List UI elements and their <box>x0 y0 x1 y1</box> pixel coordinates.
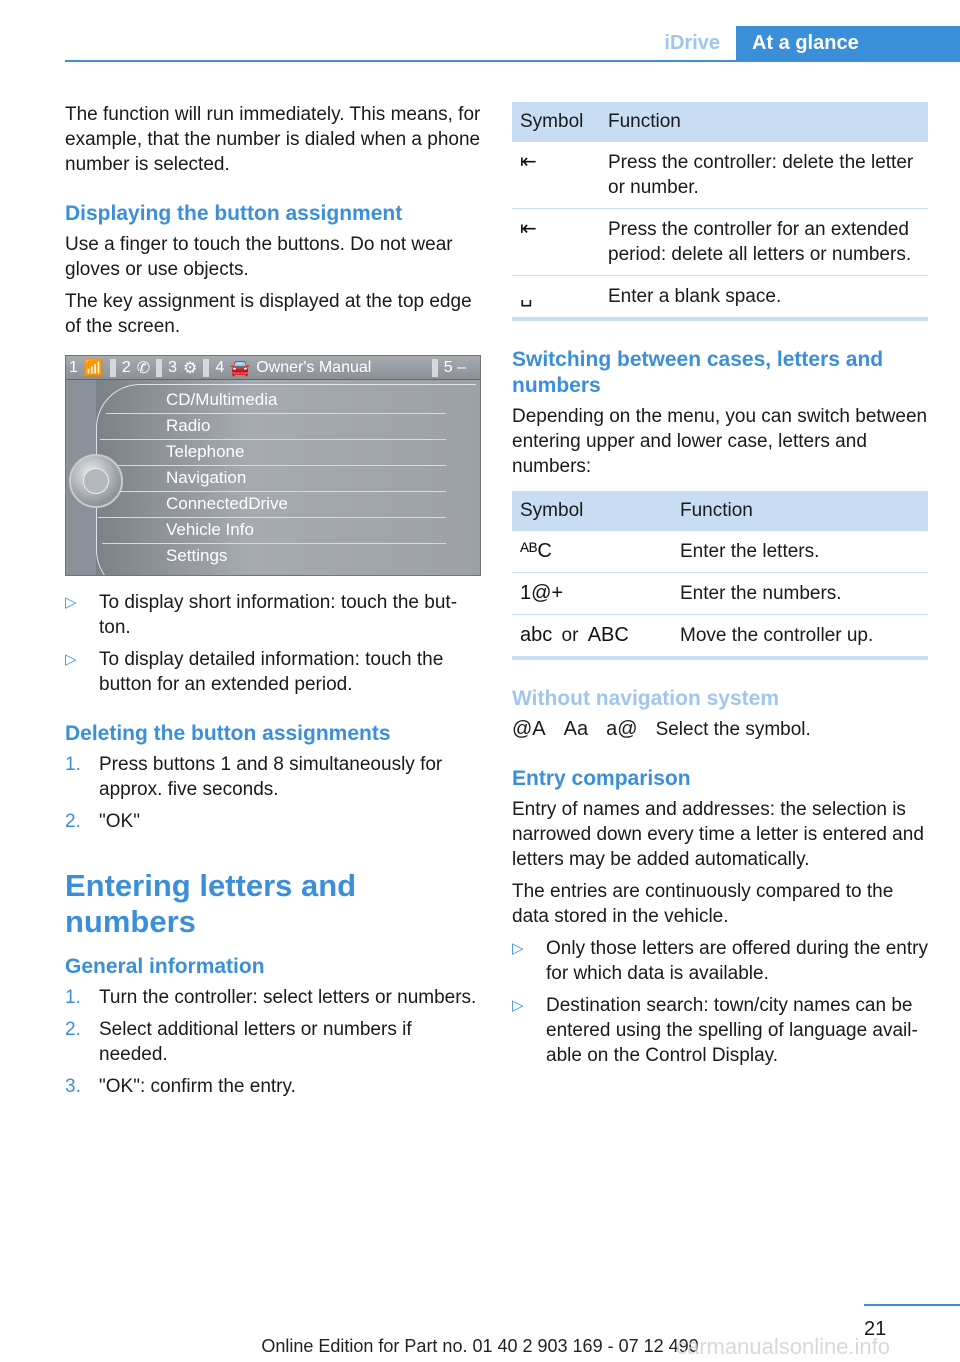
list-item: 3. "OK": confirm the entry. <box>65 1076 296 1097</box>
heading-deleting: Deleting the button assignments <box>65 722 391 745</box>
table-header-function: Function <box>600 102 928 142</box>
list-item: ▷ Only those letters are offered during the entry for which data is available. <box>512 938 928 984</box>
list-item: ▷ To display short information: touch the button. <box>65 592 458 638</box>
entry-comparison-paragraph-1: Entry of names and addresses: the selection is narrowed down every time a letter is entered and letters may be added automatically. <box>512 799 924 870</box>
table-row: ⇤ Press the controller for an extended period: delete all letters or numbers. <box>512 209 928 276</box>
heading-displaying: Displaying the button assignment <box>65 202 403 225</box>
table-row: abc or ABC Move the controller up. <box>512 615 928 659</box>
table-row: ␣ Enter a blank space. <box>512 276 928 320</box>
lowercase-icon: abc <box>520 624 553 646</box>
watermark: carmanualsonline.info <box>676 1334 891 1359</box>
entry-comparison-bullets <box>512 936 928 1068</box>
menu-item-settings: Settings <box>166 546 228 565</box>
screen-key-5: 5 – <box>443 358 466 376</box>
screen-key-3: 3 <box>168 358 178 376</box>
triangle-bullet-icon: ▷ <box>512 940 524 957</box>
list-item: 2. Select additional letters or numbers if needed. <box>65 1019 412 1065</box>
case-toggle-icon: Aa <box>563 718 589 740</box>
intro-paragraph: The function will run immediately. This means, for example, that the number is dialed when a phone number is selected. <box>65 104 481 175</box>
menu-item-radio: Radio <box>166 416 211 435</box>
header-section-label: iDrive <box>664 32 720 54</box>
space-bar-icon: ␣ <box>520 285 533 307</box>
footer-rule <box>864 1304 960 1306</box>
delete-arrow-icon: ⇤ <box>520 151 537 173</box>
heading-entering: Entering letters and numbers <box>65 868 357 939</box>
display-bullet-list <box>65 590 481 697</box>
header-rule <box>65 60 960 62</box>
select-symbol-text: Select the symbol. <box>655 719 811 740</box>
triangle-bullet-icon: ▷ <box>512 997 524 1014</box>
entry-comparison-paragraph-2: The entries are continuously compared to the data stored in the vehicle. <box>512 881 894 927</box>
list-item: 1. Turn the controller: select letters or numbers. <box>65 987 477 1008</box>
controller-knob-icon <box>69 454 123 508</box>
menu-item-navigation: Navigation <box>166 468 247 487</box>
table-header-symbol: Symbol <box>512 102 600 142</box>
car-icon: 🚘 <box>230 359 251 377</box>
delete-arrow-icon: ⇤ <box>520 218 537 240</box>
table-row: ⇤ Press the controller: delete the letter or number. <box>512 142 928 209</box>
heading-entry-comparison: Entry comparison <box>512 767 691 790</box>
heading-without-navigation: Without navigation system <box>512 687 780 710</box>
switching-paragraph: Depending on the menu, you can switch between entering upper and lower case, letters and numbers: <box>512 406 928 477</box>
letters-at-icon: a@ <box>606 718 638 740</box>
symbol-selection-row <box>512 717 928 742</box>
phone-icon: ✆ <box>136 359 151 377</box>
heading-switching: Switching between cases, letters and numbers <box>512 348 884 397</box>
table-row: ᴬᴮC Enter the letters. <box>512 531 928 573</box>
table-row: 1@+ Enter the numbers. <box>512 573 928 615</box>
deleting-steps <box>65 752 481 834</box>
list-item: ▷ To display detailed information: touch the button for an extended period. <box>65 649 444 695</box>
table-header-function: Function <box>672 491 928 531</box>
screen-menu-area <box>96 380 480 575</box>
heading-general-information: General information <box>65 955 265 978</box>
uppercase-icon: ABC <box>587 624 629 646</box>
triangle-bullet-icon: ▷ <box>65 594 77 611</box>
list-item: 2. "OK" <box>65 811 140 832</box>
screen-key-1: 1 <box>69 358 78 376</box>
antenna-icon: 📶 <box>83 359 104 377</box>
table-header-symbol: Symbol <box>512 491 672 531</box>
gear-icon: ⚙ <box>183 359 198 377</box>
letters-mode-icon: ᴬᴮC <box>520 540 552 562</box>
delete-symbol-table <box>512 102 928 321</box>
page-number: 21 <box>864 1318 887 1340</box>
right-column <box>512 102 928 1075</box>
displaying-paragraph-1: Use a finger to touch the buttons. Do not wear gloves or use objects. <box>65 234 453 280</box>
menu-item-telephone: Telephone <box>166 442 245 461</box>
list-item: ▷ Destination search: town/city names can be entered using the spelling of language available on the Control Display. <box>512 995 918 1066</box>
menu-item-cd-multimedia: CD/Multimedia <box>166 390 278 409</box>
screen-key-2: 2 <box>121 358 131 376</box>
edition-footer: Online Edition for Part no. 01 40 2 903 169 - 07 12 490 <box>261 1336 699 1356</box>
list-item: 1. Press buttons 1 and 8 simultaneously for approx. five seconds. <box>65 754 443 800</box>
left-column <box>65 102 481 1106</box>
menu-item-connecteddrive: ConnectedDrive <box>166 494 288 513</box>
displaying-paragraph-2: The key assignment is displayed at the top edge of the screen. <box>65 291 472 337</box>
screen-button-bar <box>66 356 480 380</box>
menu-item-vehicle-info: Vehicle Info <box>166 520 254 539</box>
screen-key-4-label: Owner's Manual <box>256 358 372 376</box>
at-letters-icon: @A <box>512 718 546 740</box>
idrive-screen-image <box>65 355 481 576</box>
entering-steps <box>65 985 481 1099</box>
screen-key-4: 4 <box>215 358 225 376</box>
triangle-bullet-icon: ▷ <box>65 651 77 668</box>
case-symbol-table <box>512 491 928 660</box>
header-chapter-tab: At a glance <box>736 26 960 60</box>
numbers-mode-icon: 1@+ <box>520 582 564 604</box>
